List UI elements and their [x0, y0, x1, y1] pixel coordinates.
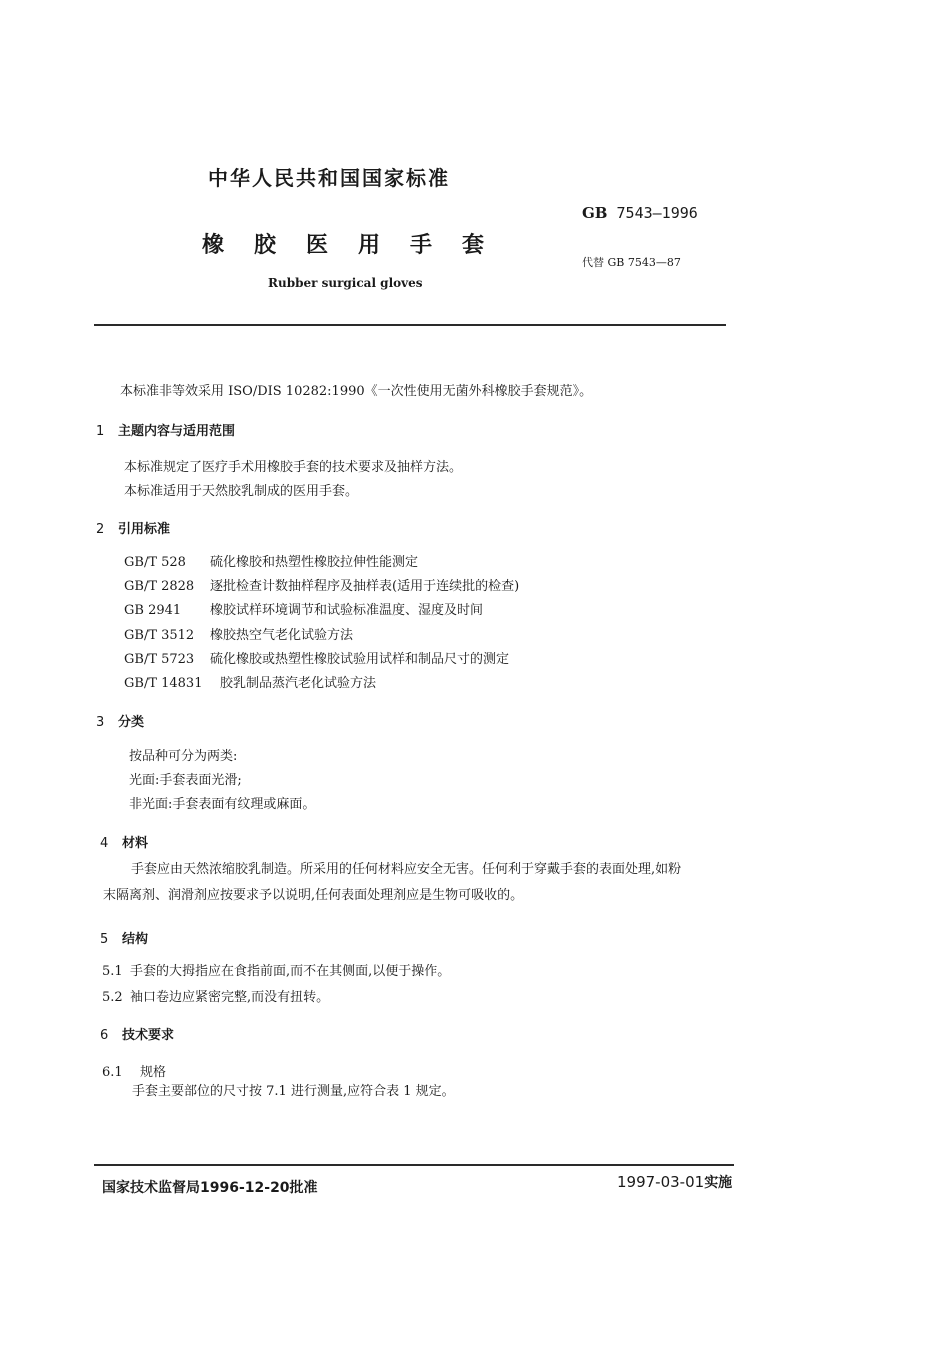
- effective-line: [617, 1172, 732, 1192]
- clause-title: 规格: [140, 1065, 167, 1080]
- reference-code: GB 2941: [124, 603, 182, 618]
- reference-title: 逐批检查计数抽样程序及抽样表(适用于连续批的检查): [210, 579, 520, 594]
- section-4-paragraph: 末隔离剂、润滑剂应按要求予以说明,任何表面处理剂应是生物可吸收的。: [103, 888, 524, 903]
- reference-item: [124, 599, 483, 618]
- section-3-paragraph: 光面:手套表面光滑;: [129, 773, 242, 788]
- section-number: 4: [100, 836, 109, 851]
- section-1-heading: [96, 420, 235, 439]
- section-1-paragraph: 本标准适用于天然胶乳制成的医用手套。: [124, 484, 359, 499]
- section-title: 材料: [122, 836, 149, 851]
- reference-title: 硫化橡胶或热塑性橡胶试验用试样和制品尺寸的测定: [210, 652, 510, 667]
- reference-title: 橡胶热空气老化试验方法: [210, 628, 354, 643]
- section-number: 1: [96, 424, 105, 439]
- english-title: Rubber surgical gloves: [268, 276, 423, 290]
- section-3-paragraph: 按品种可分为两类:: [129, 749, 238, 764]
- code-number: 7543—1996: [616, 204, 698, 222]
- header-divider: [94, 324, 726, 326]
- section-4-heading: [100, 832, 148, 851]
- section-1-paragraph: 本标准规定了医疗手术用橡胶手套的技术要求及抽样方法。: [124, 460, 463, 475]
- replaces-note: 代替 GB 7543—87: [582, 256, 681, 269]
- reference-item: [124, 672, 376, 691]
- section-5-heading: [100, 928, 148, 947]
- clause-6-1: [102, 1061, 166, 1080]
- effective-date: 1997-03-01: [617, 1173, 705, 1191]
- clause-number: 5.2: [102, 990, 123, 1005]
- section-2-heading: [96, 518, 170, 537]
- section-title: 主题内容与适用范围: [118, 424, 236, 439]
- section-6-heading: [100, 1024, 174, 1043]
- section-title: 引用标准: [118, 522, 171, 537]
- clause-number: 6.1: [102, 1065, 123, 1080]
- section-4-paragraph: 手套应由天然浓缩胶乳制造。所采用的任何材料应安全无害。任何利于穿戴手套的表面处理,如粉: [131, 862, 682, 877]
- code-prefix: GB: [582, 204, 608, 222]
- reference-title: 胶乳制品蒸汽老化试验方法: [220, 676, 377, 691]
- section-title: 分类: [118, 715, 145, 730]
- reference-item: [124, 648, 509, 667]
- standard-code: [582, 204, 698, 222]
- reference-item: [124, 624, 353, 643]
- approval-line: 国家技术监督局1996-12-20批准: [102, 1180, 318, 1196]
- reference-code: GB/T 14831: [124, 676, 203, 691]
- section-number: 2: [96, 522, 105, 537]
- reference-code: GB/T 2828: [124, 579, 195, 594]
- clause-5-2: [102, 986, 329, 1005]
- reference-code: GB/T 3512: [124, 628, 195, 643]
- clause-5-1: [102, 960, 450, 979]
- document-title: 橡胶医用手套: [202, 233, 515, 258]
- reference-title: 橡胶试样环境调节和试验标准温度、湿度及时间: [210, 603, 484, 618]
- clause-text: 手套的大拇指应在食指前面,而不在其侧面,以便于操作。: [130, 964, 451, 979]
- section-3-heading: [96, 711, 144, 730]
- reference-item: [124, 575, 519, 594]
- effective-label: 实施: [704, 1175, 733, 1191]
- national-standard-heading: 中华人民共和国国家标准: [208, 166, 450, 190]
- reference-code: GB/T 528: [124, 555, 186, 570]
- intro-paragraph: 本标准非等效采用 ISO/DIS 10282:1990《一次性使用无菌外科橡胶手套规范》。: [120, 384, 593, 399]
- reference-code: GB/T 5723: [124, 652, 195, 667]
- section-number: 3: [96, 715, 105, 730]
- footer-divider: [94, 1164, 734, 1166]
- section-title: 技术要求: [122, 1028, 175, 1043]
- section-number: 5: [100, 932, 109, 947]
- section-title: 结构: [122, 932, 149, 947]
- section-6-paragraph: 手套主要部位的尺寸按 7.1 进行测量,应符合表 1 规定。: [132, 1084, 455, 1099]
- clause-number: 5.1: [102, 964, 123, 979]
- clause-text: 袖口卷边应紧密完整,而没有扭转。: [130, 990, 330, 1005]
- section-number: 6: [100, 1028, 109, 1043]
- reference-item: [124, 551, 418, 570]
- reference-title: 硫化橡胶和热塑性橡胶拉伸性能测定: [210, 555, 419, 570]
- section-3-paragraph: 非光面:手套表面有纹理或麻面。: [129, 797, 316, 812]
